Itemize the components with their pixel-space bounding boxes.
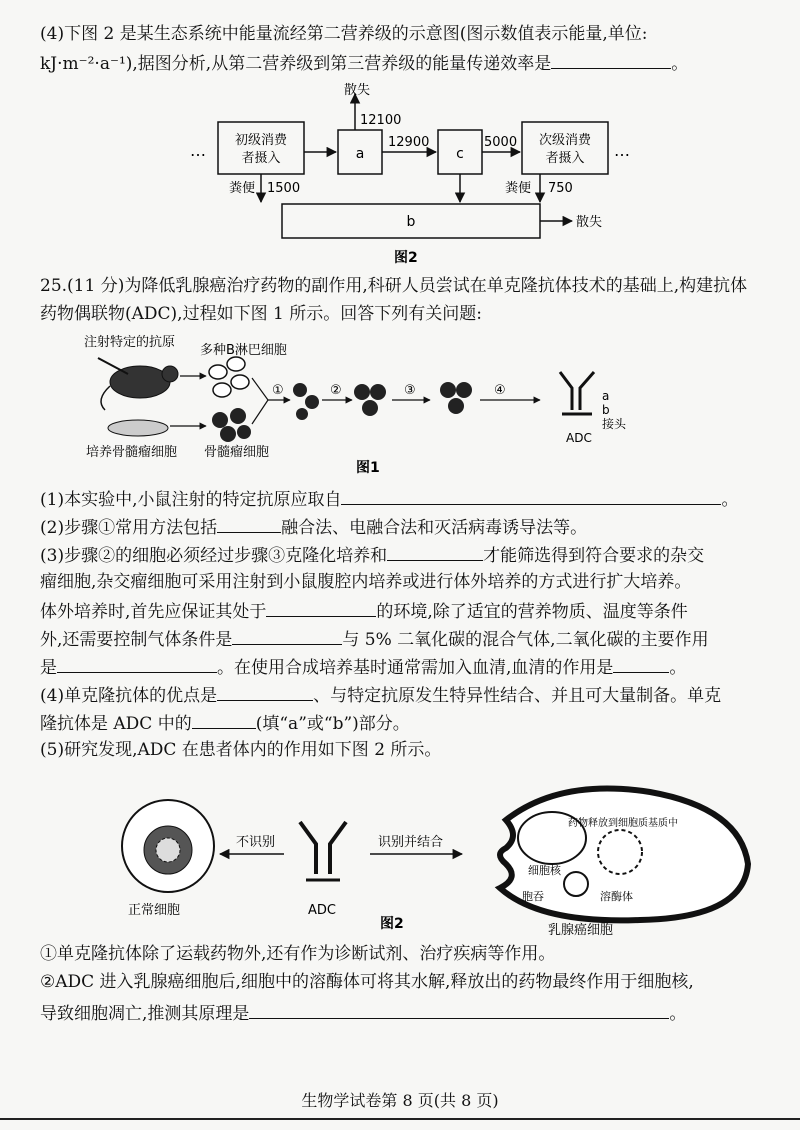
- answer-blank[interactable]: [387, 542, 483, 561]
- fused-cells-icon: [293, 383, 319, 420]
- q25-p3-4a: 外,还需要控制气体条件是: [40, 630, 233, 650]
- q25-p1-end: 。: [721, 490, 739, 510]
- answer-blank[interactable]: [217, 682, 313, 701]
- q25-p3b: 才能筛选得到符合要求的杂交: [483, 546, 705, 566]
- q25-p4a: (4)单克隆抗体的优点是: [40, 686, 218, 706]
- label-feces-right: 粪便: [505, 181, 532, 196]
- clone-cells-icon: [440, 382, 472, 414]
- figure-caption-top: 图2: [394, 250, 418, 266]
- step-4: ④: [494, 383, 506, 398]
- ellipsis-left: …: [190, 141, 206, 160]
- q25-s1: ①单克隆抗体除了运载药物外,还有作为诊断试剂、治疗疾病等作用。: [40, 944, 556, 964]
- fig1-myeloma: 骨髓瘤细胞: [204, 445, 270, 460]
- answer-blank[interactable]: [192, 710, 256, 729]
- fig1-b-cells: 多种B淋巴细胞: [200, 343, 287, 358]
- q25-p2: [40, 514, 780, 540]
- ellipsis-right: …: [614, 141, 630, 160]
- fig1-label-a: a: [602, 389, 610, 403]
- bottom-rule: [0, 1118, 800, 1120]
- value-5000: 5000: [484, 135, 518, 150]
- adc-antibody-icon: [560, 372, 594, 414]
- q25-p3-4: [40, 626, 780, 652]
- q24-4-line1: (4)下图 2 是某生态系统中能量流经第二营养级的示意图(图示数值表示能量,单位:: [40, 24, 648, 44]
- mouse-icon: [98, 358, 178, 410]
- hybridoma-cells-icon: [354, 384, 386, 416]
- q25-p3a: (3)步骤②的细胞必须经过步骤③克隆化培养和: [40, 546, 388, 566]
- q25-p3-2: 瘤细胞,杂交瘤细胞可采用注射到小鼠腹腔内培养或进行体外培养的方式进行扩大培养。: [40, 572, 692, 592]
- answer-blank[interactable]: [57, 654, 217, 673]
- q25-p4: [40, 682, 780, 708]
- label-secondary-1: 次级消费: [538, 133, 592, 148]
- label-c: c: [456, 146, 464, 162]
- label-secondary-2: 者摄入: [545, 151, 585, 166]
- label-feces-left: 粪便: [229, 181, 256, 196]
- label-primary-2: 者摄入: [241, 151, 281, 166]
- answer-blank[interactable]: [341, 486, 721, 505]
- label-loss-top: 散失: [344, 83, 371, 98]
- myeloma-cells-icon: [212, 408, 251, 442]
- value-1500: 1500: [267, 181, 301, 196]
- box-primary-consumer: [218, 122, 304, 174]
- q25-p4-2a: 隆抗体是 ADC 中的: [40, 714, 192, 734]
- fig1-antigen: 注射特定的抗原: [84, 335, 176, 350]
- culture-dish-icon: [108, 420, 168, 436]
- label-loss-right: 散失: [576, 215, 603, 230]
- fig1-label-b: b: [602, 403, 610, 417]
- q25-p2a: (2)步骤①常用方法包括: [40, 518, 218, 538]
- q25-p3-3a: 体外培养时,首先应保证其处于: [40, 602, 267, 622]
- value-750: 750: [548, 181, 573, 196]
- adc-action-diagram: [0, 768, 800, 938]
- fig2-endocytosis: 胞吞: [522, 890, 544, 903]
- answer-blank[interactable]: [232, 626, 342, 645]
- answer-blank[interactable]: [249, 1000, 669, 1019]
- q25-p5: (5)研究发现,ADC 在患者体内的作用如下图 2 所示。: [40, 740, 442, 760]
- q25-p3: [40, 542, 780, 568]
- q25-s2-1: ②ADC 进入乳腺癌细胞后,细胞中的溶酶体可将其水解,释放出的药物最终作用于细胞核,: [40, 972, 694, 992]
- answer-blank[interactable]: [551, 50, 671, 69]
- answer-blank[interactable]: [266, 598, 376, 617]
- box-secondary-consumer: [522, 122, 608, 174]
- fig2-lysosome: 溶酶体: [600, 890, 633, 903]
- step-3: ③: [404, 383, 416, 398]
- label-primary-1: 初级消费: [234, 133, 288, 148]
- value-12900: 12900: [388, 135, 430, 150]
- q25-p3-5c: 。: [669, 658, 687, 678]
- fig1-label-joint: 接头: [602, 417, 627, 431]
- fig2-caption: 图2: [380, 916, 404, 932]
- q25-p3-4b: 与 5% 二氧化碳的混合气体,二氧化碳的主要作用: [342, 630, 709, 650]
- q25-p2b: 融合法、电融合法和灭活病毒诱导法等。: [281, 518, 588, 538]
- fig2-nucleus: 细胞核: [528, 864, 561, 877]
- fig1-label-adc: ADC: [566, 431, 592, 445]
- q25-p4b: 、与特定抗原发生特异性结合、并且可大量制备。单克: [313, 686, 722, 706]
- q25-p3-3b: 的环境,除了适宜的营养物质、温度等条件: [376, 602, 688, 622]
- q25-p3-5a: 是: [40, 658, 57, 678]
- fig2-recognize-bind: 识别并结合: [378, 835, 444, 850]
- label-b: b: [406, 214, 416, 230]
- q25-s2-2: [40, 1000, 780, 1026]
- q25-s2-2a: 导致细胞凋亡,推测其原理是: [40, 1004, 250, 1024]
- q25-p1: [40, 486, 780, 512]
- fig2-adc: ADC: [308, 903, 336, 918]
- fig1-caption: 图1: [356, 460, 380, 476]
- q24-4-line2-end: 。: [671, 54, 689, 74]
- fig1-culture: 培养骨髓瘤细胞: [86, 445, 178, 460]
- step-2: ②: [330, 383, 342, 398]
- q24-4-line2-text: kJ·m⁻²·a⁻¹),据图分析,从第二营养级到第三营养级的能量传递效率是: [40, 54, 552, 74]
- q25-s2-2b: 。: [669, 1004, 687, 1024]
- q25-p3-5: [40, 654, 780, 680]
- value-12100: 12100: [360, 113, 402, 128]
- label-a: a: [355, 146, 365, 162]
- q25-p3-3: [40, 598, 780, 624]
- adc-construction-diagram: [0, 330, 800, 480]
- step-1: ①: [272, 383, 284, 398]
- fig2-cancer-cell: 乳腺癌细胞: [548, 923, 614, 938]
- q25-intro1: 25.(11 分)为降低乳腺癌治疗药物的副作用,科研人员尝试在单克隆抗体技术的基础上,构建抗体: [40, 276, 748, 296]
- b-cells-icon: [209, 357, 249, 397]
- q24-4-line2: [40, 50, 780, 76]
- energy-flow-diagram: [0, 80, 800, 270]
- adc-icon: [300, 822, 346, 880]
- q25-p1-text: (1)本实验中,小鼠注射的特定抗原应取自: [40, 490, 342, 510]
- q25-intro2: 药物偶联物(ADC),过程如下图 1 所示。回答下列有关问题:: [40, 304, 482, 324]
- q25-p3-5b: 。在使用合成培养基时通常需加入血清,血清的作用是: [217, 658, 614, 678]
- answer-blank[interactable]: [217, 514, 281, 533]
- fig2-normal-cell: 正常细胞: [128, 903, 181, 918]
- answer-blank[interactable]: [613, 654, 669, 673]
- page-footer: 生物学试卷第 8 页(共 8 页): [301, 1091, 499, 1110]
- fig2-drug-release: 药物释放到细胞质基质中: [568, 818, 678, 829]
- q25-p4-2: [40, 710, 780, 736]
- fig2-not-recognize: 不识别: [236, 835, 276, 850]
- q25-p4-2b: (填“a”或“b”)部分。: [255, 714, 410, 734]
